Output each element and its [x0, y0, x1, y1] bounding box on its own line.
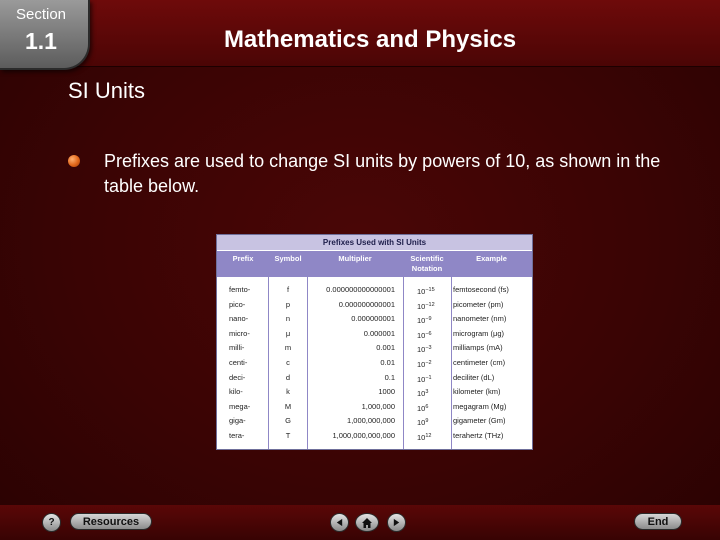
table-row: [217, 356, 532, 371]
symbol-cell: f: [286, 285, 290, 294]
table-row: [217, 341, 532, 356]
end-button[interactable]: End: [634, 513, 682, 530]
left-arrow-icon: [335, 518, 344, 527]
sci-exponent: −1: [425, 374, 432, 381]
scientific-notation-cell: [417, 371, 432, 386]
scientific-notation-cell: [417, 385, 428, 400]
table-title: Prefixes Used with SI Units: [217, 235, 532, 250]
sci-exponent: 3: [425, 389, 429, 396]
symbol-cell: n: [285, 314, 291, 324]
symbol-cell: d: [285, 372, 291, 382]
table-row: [217, 385, 532, 400]
symbol-cell: μ: [285, 328, 291, 338]
scientific-notation-cell: [417, 429, 431, 444]
sci-base: 10: [417, 360, 426, 369]
section-label: Section: [15, 6, 67, 23]
scientific-notation-cell: [417, 298, 435, 313]
section-tab: [0, 0, 90, 70]
example-cell: milliamps (mA): [453, 343, 503, 353]
home-icon: [361, 517, 373, 529]
previous-button[interactable]: [330, 513, 349, 532]
sci-exponent: 12: [425, 433, 432, 439]
sci-exponent: −3: [425, 345, 432, 352]
multiplier-cell: 0.000001: [363, 328, 395, 338]
column-header-symbol: Symbol: [274, 254, 302, 263]
column-header-prefix: Prefix: [232, 254, 254, 263]
table-row: [217, 298, 532, 313]
scientific-notation-cell: [417, 414, 428, 429]
symbol-cell: G: [285, 416, 291, 426]
multiplier-cell: 1,000,000,000: [347, 416, 395, 426]
prefix-cell: nano-: [229, 314, 249, 324]
sci-base: 10: [417, 418, 426, 428]
sci-base: 10: [417, 316, 426, 326]
prefix-cell: giga-: [229, 416, 246, 426]
column-header-scientific-notation: Scientific Notation: [410, 254, 444, 273]
sci-base: 10: [417, 389, 426, 399]
sci-exponent: −15: [425, 287, 435, 293]
table-row: [217, 312, 532, 327]
sci-exponent: −12: [425, 301, 435, 308]
example-cell: femtosecond (fs): [453, 285, 509, 294]
symbol-cell: T: [285, 431, 291, 440]
sci-exponent: −9: [425, 316, 432, 323]
multiplier-cell: 1,000,000: [361, 401, 395, 411]
resources-button[interactable]: Resources: [70, 513, 152, 530]
sci-exponent: −6: [425, 330, 432, 337]
scientific-notation-cell: [417, 327, 432, 342]
multiplier-cell: 0.000000000000001: [326, 285, 395, 294]
column-header-multiplier: Multiplier: [338, 254, 372, 263]
right-arrow-icon: [392, 518, 401, 527]
symbol-cell: c: [286, 358, 290, 367]
sci-base: 10: [417, 330, 426, 340]
sci-base: 10: [417, 403, 426, 413]
table-row: [217, 283, 532, 298]
sci-base: 10: [417, 374, 426, 384]
symbol-cell: M: [284, 401, 292, 411]
multiplier-cell: 0.001: [376, 343, 395, 353]
table-row: [217, 400, 532, 415]
symbol-cell: k: [286, 387, 290, 397]
multiplier-cell: 0.01: [380, 358, 395, 367]
example-cell: gigameter (Gm): [453, 416, 506, 426]
multiplier-cell: 1000: [378, 387, 395, 397]
scientific-notation-cell: [417, 356, 432, 371]
prefix-cell: pico-: [229, 299, 246, 309]
multiplier-cell: 1,000,000,000,000: [332, 431, 395, 440]
scientific-notation-cell: [417, 400, 428, 415]
symbol-cell: m: [284, 343, 292, 353]
sci-base: 10: [417, 301, 426, 311]
scientific-notation-cell: [417, 283, 435, 298]
slide-title: SI Units: [68, 78, 146, 103]
multiplier-cell: 0.000000000001: [338, 299, 395, 309]
prefix-cell: tera-: [229, 431, 245, 440]
sci-base: 10: [417, 287, 426, 296]
example-cell: picometer (pm): [453, 299, 504, 309]
prefix-table: [216, 234, 533, 450]
example-cell: nanometer (nm): [453, 314, 507, 324]
chapter-title: Mathematics and Physics: [223, 26, 517, 53]
prefix-cell: mega-: [229, 401, 251, 411]
scientific-notation-cell: [417, 312, 432, 327]
bullet-text: Prefixes are used to change SI units by powers of 10, as shown in the table below.: [104, 151, 661, 196]
home-button[interactable]: [355, 513, 379, 532]
prefix-cell: micro-: [229, 328, 250, 338]
section-number: 1.1: [25, 28, 57, 54]
bullet-icon: [68, 155, 80, 167]
example-cell: deciliter (dL): [453, 372, 495, 382]
table-row: [217, 371, 532, 386]
column-header-example: Example: [476, 254, 507, 263]
sci-exponent: −2: [425, 360, 432, 366]
multiplier-cell: 0.000000001: [351, 314, 395, 324]
example-cell: terahertz (THz): [453, 431, 504, 440]
example-cell: megagram (Mg): [453, 401, 507, 411]
prefix-cell: kilo-: [229, 387, 243, 397]
table-row: [217, 414, 532, 429]
sci-exponent: 6: [425, 403, 429, 410]
prefix-cell: deci-: [229, 372, 246, 382]
example-cell: kilometer (km): [453, 387, 501, 397]
multiplier-cell: 0.1: [384, 372, 395, 382]
scientific-notation-cell: [417, 341, 432, 356]
symbol-cell: p: [285, 299, 291, 309]
help-button[interactable]: ?: [42, 513, 61, 532]
prefix-cell: milli-: [229, 343, 245, 353]
sci-exponent: 9: [425, 418, 429, 425]
example-cell: centimeter (cm): [453, 358, 506, 367]
next-button[interactable]: [387, 513, 406, 532]
sci-base: 10: [417, 345, 426, 355]
sci-base: 10: [417, 433, 426, 442]
table-row: [217, 327, 532, 342]
prefix-cell: centi-: [229, 358, 248, 367]
example-cell: microgram (μg): [453, 328, 504, 338]
prefix-cell: femto-: [229, 285, 251, 294]
table-row: [217, 429, 532, 444]
